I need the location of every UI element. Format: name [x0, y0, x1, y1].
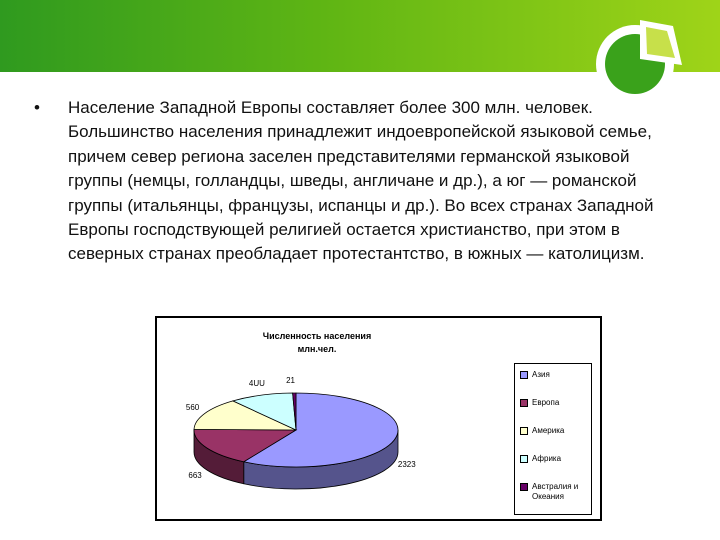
- paragraph: Население Западной Европы составляет более 300 млн. человек. Большинство населения принадлежит индоевропейской языковой семье, причем север региона заселен представителями германской языковой группы (немцы, голландцы, шведы, англичане и др.), а юг — романской группы (итальянцы, французы, испанцы и др.). Во всех странах Западной Европы господствующей религией остается христианство, при этом в северных странах преобладает протестантство, в южных — католицизм.: [68, 98, 654, 264]
- legend-swatch: [520, 483, 528, 491]
- data-label: 4UU: [248, 378, 265, 388]
- chart-frame: [155, 316, 602, 521]
- data-label: 21: [286, 376, 295, 385]
- pie-logo-icon: [591, 10, 691, 110]
- legend-label: Европа: [532, 398, 560, 407]
- legend-swatch: [520, 399, 528, 407]
- chart-legend: [514, 363, 592, 515]
- data-label: 663: [188, 470, 202, 480]
- legend-label: Америка: [532, 426, 565, 435]
- pie-chart: [157, 318, 507, 518]
- data-label: 560: [185, 403, 200, 413]
- chart-title-line: Численность населения: [262, 331, 372, 341]
- legend-swatch: [520, 455, 528, 463]
- legend-label: Азия: [532, 370, 550, 379]
- chart-subtitle: млн.чел.: [297, 344, 337, 354]
- bullet-marker: •: [34, 98, 40, 117]
- data-label: 2323: [397, 460, 416, 470]
- legend-label: Африка: [532, 454, 562, 463]
- legend-label: Австралия и Океания: [532, 482, 579, 501]
- legend-swatch: [520, 371, 528, 379]
- body-text: [34, 96, 674, 267]
- legend-swatch: [520, 427, 528, 435]
